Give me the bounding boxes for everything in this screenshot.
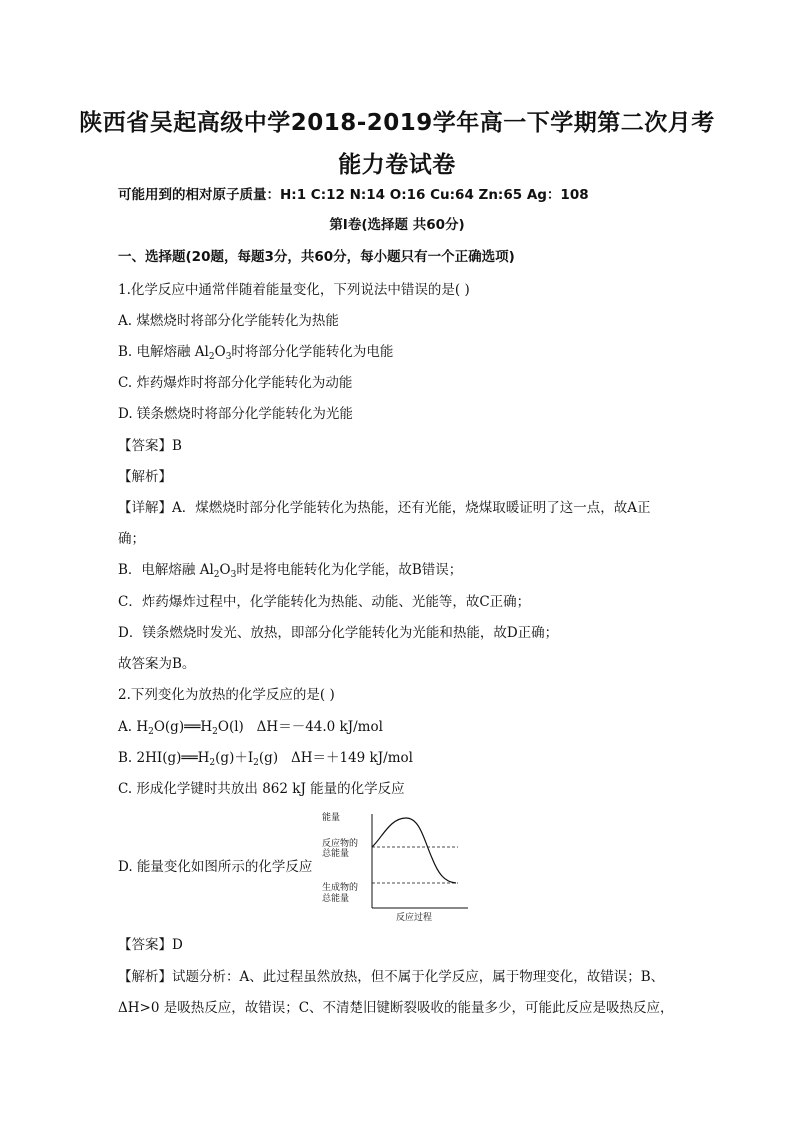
q2-answer: 【答案】D [118,937,183,953]
q1-option-a: A. 煤燃烧时将部分化学能转化为热能 [118,313,339,329]
q1-option-b: B. 电解熔融 $Al_2O_3$时将部分化学能转化为电能 [118,344,394,362]
q1-stem: 1.化学反应中通常伴随着能量变化，下列说法中错误的是( ) [118,282,470,298]
q1-answer: 【答案】B [118,438,182,454]
title-line-2: 能力卷试卷 [338,152,456,178]
part-one-header: 一、选择题(20题，每题3分，共60分，每小题只有一个正确选项) [118,249,515,265]
q1-conclusion: 故答案为B。 [118,656,196,672]
product-label-1: 生成物的 [322,883,359,893]
q1-detail-a: 【详解】A．煤燃烧时部分化学能转化为热能，还有光能，烧煤取暖证明了这一点，故A正 [118,500,651,516]
title-line-1: 陕西省吴起高级中学2018-2019学年高一下学期第二次月考 [79,110,715,136]
q1-option-c: C. 炸药爆炸时将部分化学能转化为动能 [118,375,353,391]
q1-option-d: D. 镁条燃烧时将部分化学能转化为光能 [118,406,353,422]
q2-option-b: B. $2HI(g)══H_2(g)+I_2(g)$ ΔH＝＋149 kJ/mol [118,750,413,768]
q1-analysis-label: 【解析】 [118,469,172,485]
x-axis-label: 反应过程 [396,913,433,923]
q1-detail-b: B．电解熔融 $Al_2O_3$时是将电能转化为化学能，故B错误； [118,562,463,580]
atomic-masses: 可能用到的相对原子质量：H:1 C:12 N:14 O:16 Cu:64 Zn:65 Ag：108 [118,187,589,203]
q2-analysis-1: 【解析】试题分析：A、此过程虽然放热，但不属于化学反应，属于物理变化，故错误；B、 [118,969,665,985]
y-axis-label: 能量 [322,813,341,823]
q2-option-a: A. $H_2O(g)══H_2O(l)$ ΔH＝－44.0 kJ/mol [118,719,383,737]
energy-diagram [320,808,470,926]
q2-analysis-2: ΔH>0 是吸热反应，故错误；C、不清楚旧键断裂吸收的能量多少，可能此反应是吸热反应， [118,1000,674,1016]
q2-option-c: C. 形成化学键时共放出 862 kJ 能量的化学反应 [118,781,405,797]
energy-curve [372,818,456,883]
q2-stem: 2.下列变化为放热的化学反应的是( ) [118,687,335,703]
q1-detail-a-cont: 确； [118,531,145,547]
reactant-label-2: 总能量 [322,849,350,859]
product-label-2: 总能量 [322,894,350,904]
reactant-label-1: 反应物的 [322,839,359,849]
section-header: 第Ⅰ卷(选择题 共60分) [329,217,465,233]
q1-detail-c: C．炸药爆炸过程中，化学能转化为热能、动能、光能等，故C正确； [118,594,531,610]
q1-detail-d: D．镁条燃烧时发光、放热，即部分化学能转化为光能和热能，故D正确； [118,625,559,641]
q2-option-d: D. 能量变化如图所示的化学反应 [118,859,313,875]
